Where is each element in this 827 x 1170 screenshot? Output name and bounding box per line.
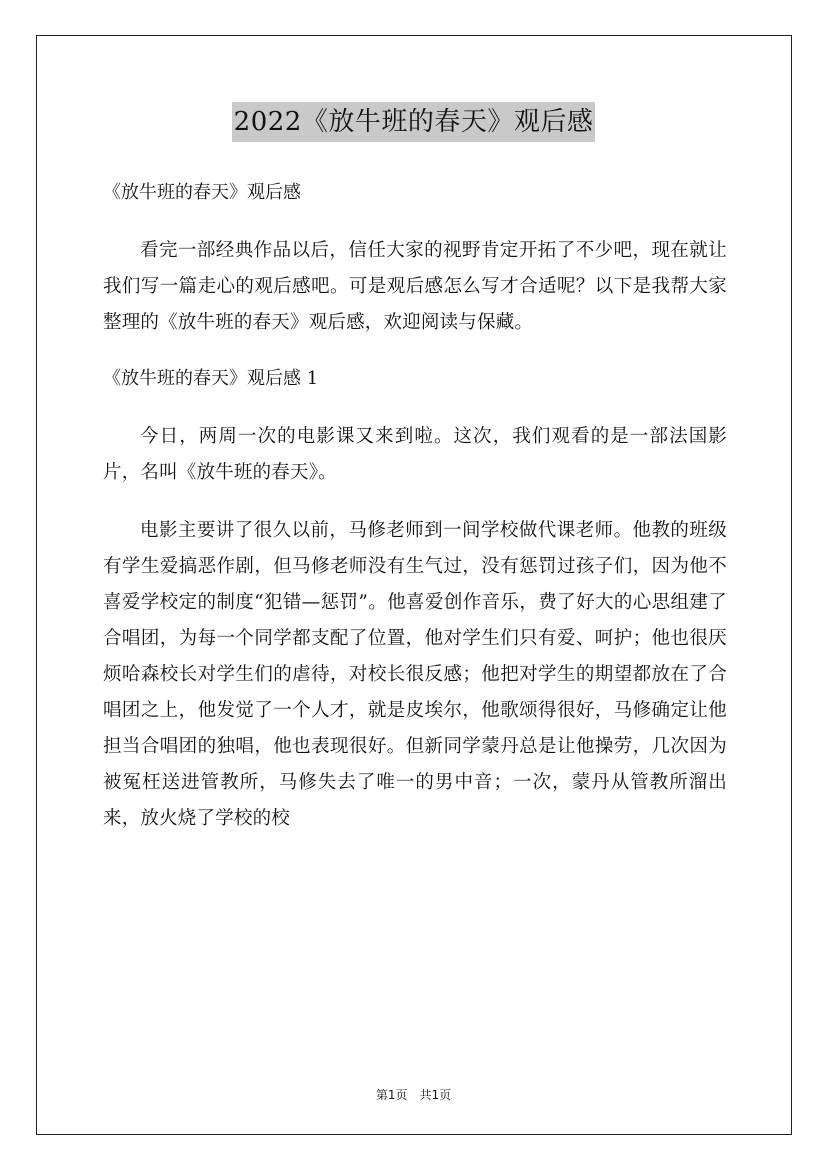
- body-paragraph-1: 今日，两周一次的电影课又来到啦。这次，我们观看的是一部法国影片，名叫《放牛班的春天》。: [103, 426, 727, 483]
- document-title: 2022《放牛班的春天》观后感: [232, 102, 596, 142]
- section-heading: 《放牛班的春天》观后感 1: [103, 368, 319, 389]
- body-paragraph-2: 电影主要讲了很久以前，马修老师到一间学校做代课老师。他教的班级有学生爱搞恶作剧，但马修老师没有生气过，没有惩罚过孩子们，因为他不喜爱学校定的制度“犯错—惩罚”。他喜爱创作音乐，费了好大的心思组建了合唱团，为每一个同学都支配了位置，他对学生们只有爱、呵护；他也很厌烦哈森校长对学生们的虐待，对校长很反感；他把对学生的期望都放在了合唱团之上，他发觉了一个人才，就是皮埃尔，他歌颂得很好，马修确定让他担当合唱团的独唱，他也表现很好。但新同学蒙丹总是让他操劳，几次因为被冤枉送进管教所，马修失去了唯一的男中音；一次，蒙丹从管教所溜出来，放火烧了学校的校: [103, 520, 727, 829]
- page-number-footer: 第1页 共1页: [375, 1088, 452, 1102]
- document-subtitle: 《放牛班的春天》观后感: [103, 182, 301, 203]
- document-body: [103, 175, 727, 837]
- title-container: [0, 102, 827, 142]
- intro-paragraph: 看完一部经典作品以后，信任大家的视野肯定开拓了不少吧，现在就让我们写一篇走心的观后感吧。可是观后感怎么写才合适呢？以下是我帮大家整理的《放牛班的春天》观后感，欢迎阅读与保藏。: [103, 240, 727, 333]
